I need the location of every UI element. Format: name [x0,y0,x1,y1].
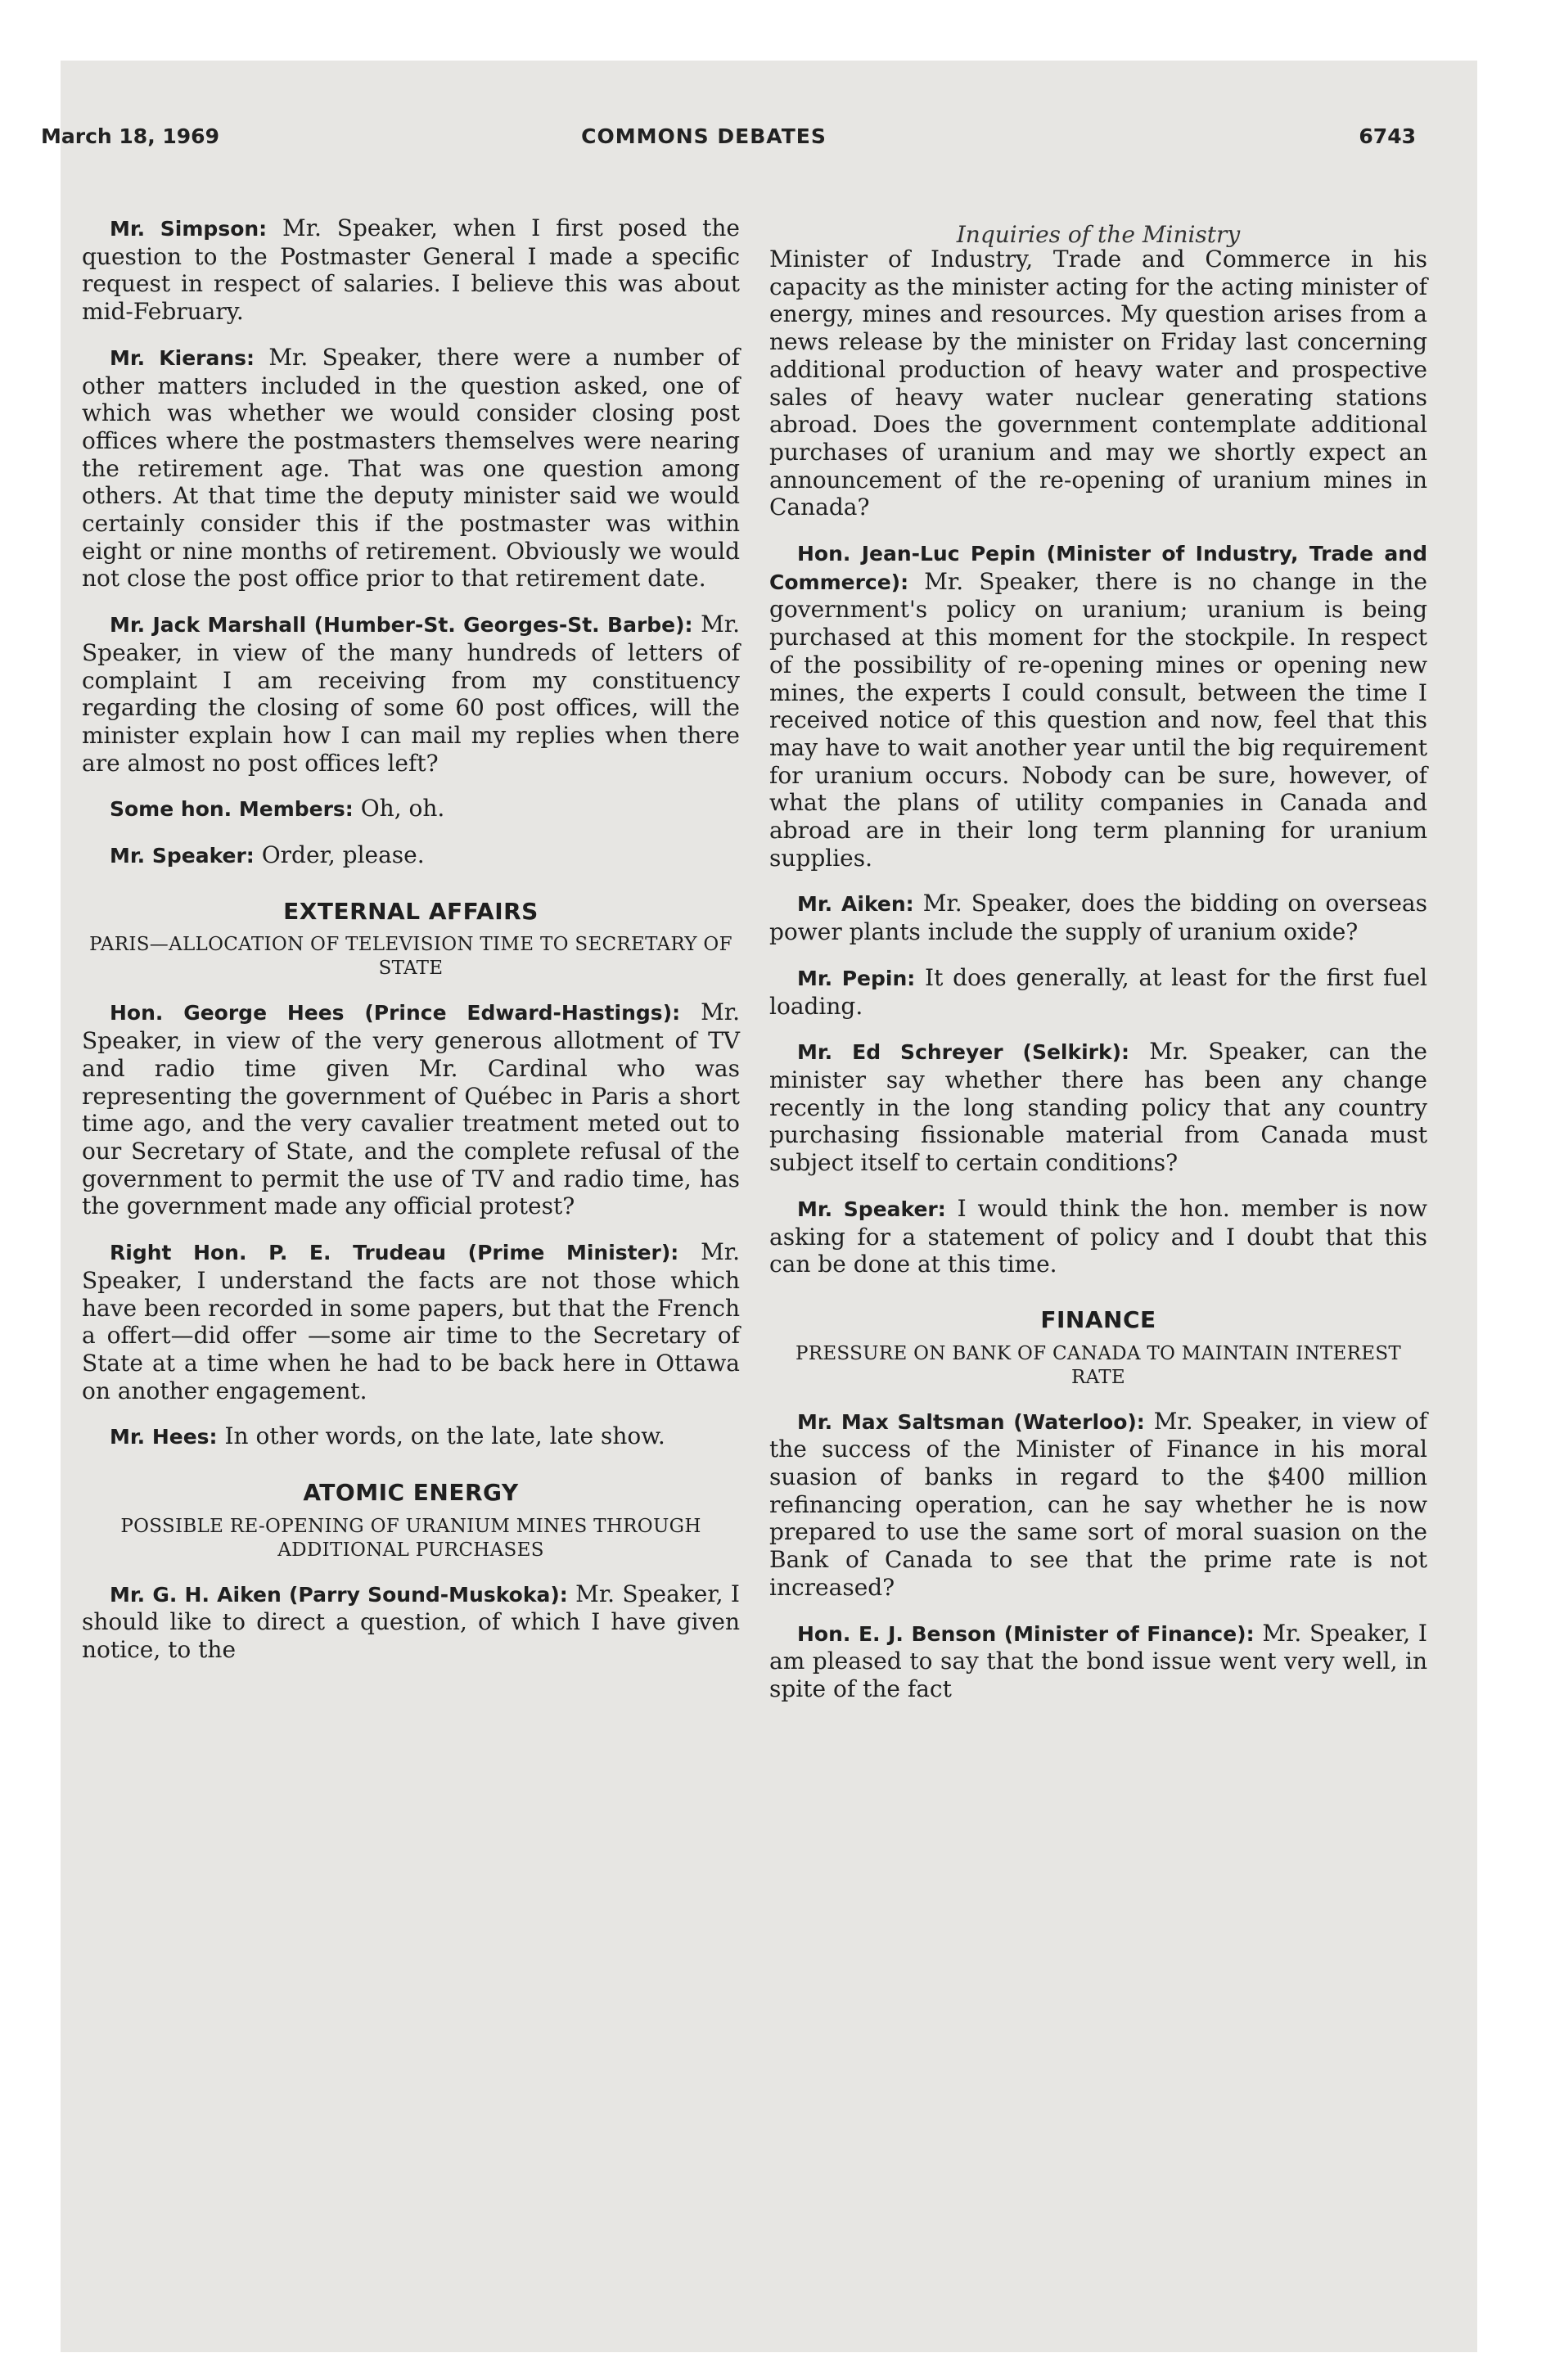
speech-text: Mr. Speaker, I understand the facts are not those which have been recorded in some papers, but that the French a offert—did offer —some air time to the Secretary of State at a time when he had to be back here in Ottawa on another engagement. [82,1238,741,1404]
speech-text: Mr. Speaker, when I first posed the question to the Postmaster General I made a specific request in respect of salaries. I believe this was about mid-February. [82,214,740,326]
speech-paragraph [82,795,740,823]
speech-text: Minister of Industry, Trade and Commerce in his capacity as the minister acting for the acting minister of energy, mines and resources. My question arises from a news release by the minister on Friday last concerning additional production of heavy water and prospective sales of heavy water nuclear generating stations abroad. Does the government contemplate additional purchases of uranium and may we shortly expect an announcement of the re-opening of uranium mines in Canada? [769,246,1427,521]
speaker-name: Mr. Ed Schreyer (Selkirk): [797,1040,1130,1065]
speech-paragraph [769,539,1427,872]
speech-text: Order, please. [254,841,425,869]
speech-paragraph [82,344,740,593]
section-heading: EXTERNAL AFFAIRS [283,897,539,925]
speaker-name: Mr. G. H. Aiken (Parry Sound-Muskoka): [110,1582,568,1607]
header-date: March 18, 1969 [41,124,219,148]
speech-text: Mr. Speaker, in view of the very generous allotment of TV and radio time given Mr. Cardinal who was representing the government of Québec in Paris a short time ago, and the very cavalier treatment meted out to our Secretary of State, and the complete refusal of the government to permit the use of TV and radio time, has the government made any official protest? [82,998,741,1220]
section-heading: ATOMIC ENERGY [303,1479,519,1507]
section-subheading: PARIS—ALLOCATION OF TELEVISION TIME TO SECRETARY OF STATE [89,934,732,980]
right-column-subheading: Inquiries of the Ministry [956,221,1241,248]
speaker-name: Mr. Max Saltsman (Waterloo): [797,1409,1145,1434]
speech-paragraph [769,890,1427,945]
speech-paragraph [82,998,740,1220]
speech-text: In other words, on the late, late show. [217,1422,665,1450]
speech-paragraph [82,214,740,326]
speech-text: Mr. Speaker, can the minister say whether there has been any change recently in the long standing policy that any country purchasing fissionable material from Canada must subject itself to certain conditions? [769,1038,1428,1177]
section-subheading: POSSIBLE RE-OPENING OF URANIUM MINES THROUGH ADDITIONAL PURCHASES [120,1515,701,1561]
speech-text: Mr. Speaker, I am pleased to say that the bond issue went very well, in spite of the fact [769,1619,1427,1702]
speaker-name: Mr. Hees: [110,1425,218,1449]
section-heading: FINANCE [1040,1305,1156,1333]
left-column [82,214,740,1682]
speaker-name: Mr. Speaker: [797,1197,946,1221]
speech-text: Mr. Speaker, there is no change in the government's policy on uranium; uranium is being purchased at this moment for the stockpile. In respect of the possibility of re-opening mines or opening new mines, the experts I could consult, between the time I received notice of this question and now, feel that this may have to wait another year until the big requirement for uranium occurs. Nobody can be sure, however, of what the plans of utility companies in Canada and abroad are in their long term planning for uranium supplies. [769,567,1427,872]
speaker-name: Some hon. Members: [110,797,354,822]
speech-text: Mr. Speaker, does the bidding on overseas power plants include the supply of uranium oxide? [769,890,1427,946]
speaker-name: Mr. Aiken: [797,892,914,917]
speech-paragraph [769,1038,1427,1177]
speech-text: Mr. Speaker, there were a number of other matters included in the question asked, one of which was whether we would consider closing post offices where the postmasters themselves were nearing the retirement age. That was one question among others. At that time the deputy minister said we would certainly consider this if the postmaster was within eight or nine months of retirement. Obviously we would not close the post office prior to that retirement date. [82,343,740,593]
speaker-name: Mr. Simpson: [110,217,268,241]
speech-text: Mr. Speaker, in view of the success of the Minister of Finance in his moral suasion of banks in regard to the $400 million refinancing operation, can he say whether he is now prepared to use the same sort of moral suasion on the Bank of Canada to see that the prime rate is not increased? [769,1407,1427,1601]
speech-paragraph [769,1408,1427,1602]
speaker-name: Hon. Jean-Luc Pepin (Minister of Industry, Trade and Commerce): [769,542,1427,594]
section-subheading: PRESSURE ON BANK OF CANADA TO MAINTAIN INTEREST RATE [795,1342,1402,1388]
speaker-name: Right Hon. P. E. Trudeau (Prime Minister): [110,1241,679,1265]
speech-paragraph [82,1422,740,1451]
speech-paragraph [82,841,740,870]
continued-paragraph [769,246,1427,521]
speech-text: Mr. Speaker, in view of the many hundreds of letters of complaint I am receiving from my constituency regarding the closing of some 60 post offices, will the minister explain how I can mail my replies when there are almost no post offices left? [82,611,740,777]
speech-paragraph [82,1580,740,1664]
page-header [41,124,1416,160]
speaker-name: Mr. Jack Marshall (Humber-St. Georges-St. Barbe): [110,613,693,638]
speaker-name: Mr. Speaker: [110,844,255,868]
right-column [769,246,1427,1721]
speaker-name: Hon. E. J. Benson (Minister of Finance): [797,1621,1255,1646]
speaker-name: Hon. George Hees (Prince Edward-Hastings): [110,1001,681,1025]
speech-text: It does generally, at least for the first fuel loading. [769,963,1428,1020]
speech-paragraph [769,1620,1427,1703]
speech-paragraph [769,964,1427,1020]
speaker-name: Mr. Kierans: [110,345,255,370]
speech-text: I would think the hon. member is now asking for a statement of policy and I doubt that this can be done at this time. [769,1194,1428,1278]
speech-paragraph [769,1195,1427,1278]
speech-text: Oh, oh. [353,795,445,823]
speaker-name: Mr. Pepin: [797,966,916,990]
header-title: COMMONS DEBATES [581,124,827,148]
speech-paragraph [82,1238,740,1404]
speech-text: Mr. Speaker, I should like to direct a question, of which I have given notice, to the [82,1580,740,1664]
header-page-number: 6743 [1359,124,1416,148]
speech-paragraph [82,611,740,777]
